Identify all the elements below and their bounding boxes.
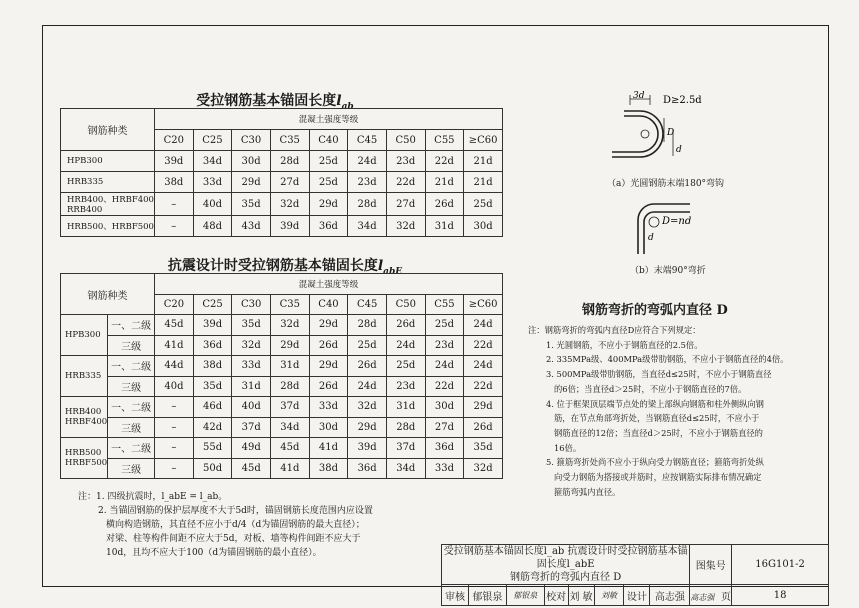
dim-D-nd: D=nd [662,216,692,227]
check-label: 校对 [544,585,568,606]
page-label: 页 [720,591,731,603]
t2-grade: C25 [193,294,232,315]
t2-cell: 37d [271,397,310,418]
t2-cell: 34d [386,458,425,479]
t2-cell: 36d [193,335,232,356]
t2-cell: 25d [348,335,387,356]
t2-cell: 32d [348,397,387,418]
table1 [60,108,503,237]
t1-grade: C25 [193,130,232,151]
left-note-line: 横向构造钢筋，其直径不应小于d/4（d为锚固钢筋的最大直径）； [106,520,365,530]
t1-row [61,193,503,216]
t2-cell: 40d [155,376,194,397]
t1-row [61,151,503,172]
t1-cell: 32d [386,216,425,237]
right-title: 钢筋弯折的弯弧内直径 D [582,303,728,318]
t2-cell: 32d [464,458,503,479]
right-note-line: 箍筋弯弧内直径。 [554,486,621,497]
t2-cell: – [155,438,194,459]
right-note-line: 向受力钢筋为搭接或并筋时，应按钢筋实际排布情况确定 [554,472,762,483]
t2-level: 三级 [108,335,155,356]
t2-level: 三级 [108,458,155,479]
title-line2: 钢筋弯折的弯弧内直径 D [510,572,622,583]
t1-cell: 34d [193,151,232,172]
t1-cell: 23d [348,172,387,193]
t1-cell: 25d [464,193,503,216]
t1-cell: 32d [270,193,309,216]
t1-grade: C55 [425,130,464,151]
t2-col-header: 钢筋种类 [61,274,155,315]
t1-cell: 21d [464,172,503,193]
t2-row [61,417,503,438]
t2-cell: 45d [232,458,271,479]
t2-cell: 46d [193,397,232,418]
t2-cell: 27d [425,417,464,438]
t2-cell: 41d [271,458,310,479]
left-note-line: 2. 当锚固钢筋的保护层厚度不大于5d时，锚固钢筋长度范围内应设置 [98,506,373,516]
t1-cell: 43d [232,216,271,237]
t2-cell: 55d [193,438,232,459]
t2-cell: 39d [193,315,232,336]
t2-level: 一、二级 [108,397,155,418]
t2-level: 一、二级 [108,356,155,377]
design-label: 设计 [624,585,650,606]
t2-cell: 45d [155,315,194,336]
t2-cell: 25d [425,315,464,336]
diagram-90-bend [620,192,750,257]
t1-cell: 26d [425,193,464,216]
t2-cell: 33d [425,458,464,479]
table2 [60,273,503,479]
t2-cell: 29d [464,397,503,418]
right-note-line: 5. 箍筋弯折处尚不应小于纵向受力钢筋直径；箍筋弯折处纵 [546,457,764,468]
t2-cell: 41d [155,335,194,356]
t1-cell: 28d [270,151,309,172]
t2-cell: 24d [348,376,387,397]
title-block [441,544,829,606]
t2-cell: 24d [464,315,503,336]
t2-cell: 25d [386,356,425,377]
t1-cell: 29d [309,193,348,216]
t2-cell: 26d [386,315,425,336]
t2-grade: ≥C60 [464,294,503,315]
right-note-line: 筋，在节点角部弯折处，当钢筋直径d≤25时，不应小于 [554,413,760,424]
checker: 刘 敏 [568,585,594,606]
t2-cell: 45d [271,438,310,459]
t2-row [61,315,503,336]
t2-level: 三级 [108,417,155,438]
right-note-line: 4. 位于框架顶层端节点处的梁上部纵向钢筋和柱外侧纵向钢 [546,398,764,409]
reviewer: 郁银泉 [468,585,506,606]
atlas-label: 图集号 [690,545,732,585]
t2-grade: C30 [232,294,271,315]
t1-grade: ≥C60 [464,130,503,151]
dim-D: D [667,128,675,138]
dim-d-b: d [648,233,654,243]
t2-cell: 26d [309,335,348,356]
t1-cell: 27d [386,193,425,216]
diagram-a-caption: （a）光圆钢筋末端180°弯钩 [607,179,725,189]
t2-cell: 22d [425,376,464,397]
t2-cell: 22d [464,335,503,356]
table1-title: 受拉钢筋基本锚固长度$l_{ab}$ [196,93,354,112]
t1-cell: 30d [232,151,271,172]
t2-grade: C50 [386,294,425,315]
page-no: 18 [732,585,829,606]
t1-cell: 33d [193,172,232,193]
t2-cell: 23d [386,376,425,397]
t1-cell: 25d [309,172,348,193]
title-block-title [442,545,690,585]
right-note-line: 1. 光圆钢筋，不应小于钢筋直径的2.5倍。 [546,339,703,350]
t1-cell: 29d [232,172,271,193]
t2-cell: 38d [309,458,348,479]
t1-col-header: 钢筋种类 [61,109,155,151]
dim-3d: 3d [633,91,645,101]
t2-cell: 29d [309,356,348,377]
t2-cell: 32d [271,315,310,336]
t2-cell: 24d [464,356,503,377]
right-note-line: 的6倍；当直径d＞25时，不应小于钢筋直径的7倍。 [554,383,747,394]
t1-cell: 36d [309,216,348,237]
t1-cell: 38d [154,172,193,193]
t2-cell: 40d [232,397,271,418]
t2-row [61,458,503,479]
t2-cell: 24d [386,335,425,356]
atlas-no: 16G101-2 [732,545,829,585]
t2-cell: 36d [425,438,464,459]
t2-row [61,335,503,356]
t2-rebar-type: HPB300 [61,315,108,356]
t1-cell: 22d [386,172,425,193]
t2-grade: C55 [425,294,464,315]
t1-rebar-type: HRB335 [61,172,155,193]
t1-grade-header: 混凝土强度等级 [154,109,502,130]
diagram-b-caption: （b）末端90°弯折 [630,266,706,276]
t2-level: 三级 [108,376,155,397]
t2-cell: 29d [348,417,387,438]
t2-cell: 28d [386,417,425,438]
t2-grade-header: 混凝土强度等级 [155,274,503,295]
t2-level: 一、二级 [108,438,155,459]
t1-grade: C35 [270,130,309,151]
t2-cell: 31d [271,356,310,377]
right-note-line: 2. 335MPa级、400MPa级带肋钢筋，不应小于钢筋直径的4倍。 [546,354,789,365]
t2-rebar-type: HRB400 HRBF400 [61,397,108,438]
t1-cell: 39d [154,151,193,172]
t1-cell: 34d [348,216,387,237]
t1-row [61,216,503,237]
t1-rebar-type: HRB400、HRBF400 RRB400 [61,193,155,216]
t1-cell: 23d [386,151,425,172]
t2-cell: 37d [232,417,271,438]
t1-cell: 31d [425,216,464,237]
check-signature: 刘敏 [594,585,624,606]
t2-cell: 28d [271,376,310,397]
t2-cell: 22d [464,376,503,397]
t2-cell: 23d [425,335,464,356]
t2-cell: 31d [232,376,271,397]
t2-grade: C40 [309,294,348,315]
t2-cell: 33d [309,397,348,418]
t2-cell: 34d [271,417,310,438]
t1-rebar-type: HRB500、HRBF500 [61,216,155,237]
review-signature: 郁银泉 [506,585,544,606]
t2-cell: 30d [425,397,464,418]
right-notes [528,323,818,499]
t2-cell: 33d [232,356,271,377]
t2-row [61,397,503,418]
left-note-line: 10d，且均不应大于100（d为锚固钢筋的最小直径）。 [106,548,322,558]
left-note-line: 对梁、柱等构件间距不应大于5d，对板、墙等构件间距不应大于 [106,534,361,544]
t2-cell: 38d [193,356,232,377]
t2-cell: – [155,417,194,438]
t2-cell: 26d [309,376,348,397]
right-note-line: 钢筋直径的12倍；当直径d＞25时，不应小于钢筋直径的 [554,427,763,438]
t1-grade: C45 [348,130,387,151]
dim-D-min: D≥2.5d [663,95,702,106]
t2-level: 一、二级 [108,315,155,336]
t1-cell: 48d [193,216,232,237]
t1-cell: 35d [232,193,271,216]
t1-cell: 24d [348,151,387,172]
t2-cell: – [155,458,194,479]
right-note-line: 3. 500MPa级带肋钢筋，当直径d≤25时，不应小于钢筋直径 [546,369,772,380]
t1-cell: 25d [309,151,348,172]
t2-cell: 24d [425,356,464,377]
t1-cell: 27d [270,172,309,193]
t1-grade: C50 [386,130,425,151]
t1-cell: 28d [348,193,387,216]
t1-cell: – [154,216,193,237]
t2-cell: – [155,397,194,418]
t2-cell: 35d [232,315,271,336]
t2-row [61,376,503,397]
t1-cell: 40d [193,193,232,216]
t1-row [61,172,503,193]
t2-rebar-type: HRB335 [61,356,108,397]
t2-cell: 32d [232,335,271,356]
t2-cell: 35d [193,376,232,397]
t2-row [61,438,503,459]
t1-grade: C30 [232,130,271,151]
t2-cell: 28d [348,315,387,336]
t2-cell: 44d [155,356,194,377]
left-notes [78,490,458,560]
t2-cell: 41d [309,438,348,459]
diagram-180-hook [590,90,740,170]
t2-cell: 29d [271,335,310,356]
t2-cell: 50d [193,458,232,479]
t2-grade: C35 [271,294,310,315]
t1-cell: 22d [425,151,464,172]
left-note-line: 注：1. 四级抗震时，l_abE = l_ab。 [78,492,228,502]
design-signature-text: 高志强 [690,592,715,602]
t2-cell: 42d [193,417,232,438]
t1-grade: C20 [154,130,193,151]
t2-grade: C45 [348,294,387,315]
t2-cell: 30d [309,417,348,438]
t2-rebar-type: HRB500 HRBF500 [61,438,108,479]
t1-grade: C40 [309,130,348,151]
dim-d: d [676,145,682,155]
t1-cell: – [154,193,193,216]
t1-cell: 21d [425,172,464,193]
t2-cell: 39d [348,438,387,459]
t2-row [61,356,503,377]
t2-grade: C20 [155,294,194,315]
t2-cell: 35d [464,438,503,459]
table2-title: 抗震设计时受拉钢筋基本锚固长度$l_{abE}$ [167,258,403,277]
t1-rebar-type: HPB300 [61,151,155,172]
right-note-line: 注：钢筋弯折的弯弧内直径D应符合下列规定： [528,325,701,335]
right-note-line: 16倍。 [554,442,582,453]
t2-cell: 29d [309,315,348,336]
title-line1: 受拉钢筋基本锚固长度l_ab 抗震设计时受拉钢筋基本锚固长度l_abE [443,546,688,570]
t1-cell: 39d [270,216,309,237]
t1-cell: 30d [464,216,503,237]
designer: 高志强 [650,585,690,606]
t2-cell: 36d [348,458,387,479]
t2-cell: 31d [386,397,425,418]
design-signature [690,585,732,606]
t1-cell: 21d [464,151,503,172]
t2-cell: 26d [348,356,387,377]
t2-cell: 37d [386,438,425,459]
t2-cell: 49d [232,438,271,459]
t2-cell: 26d [464,417,503,438]
review-label: 审核 [442,585,469,606]
